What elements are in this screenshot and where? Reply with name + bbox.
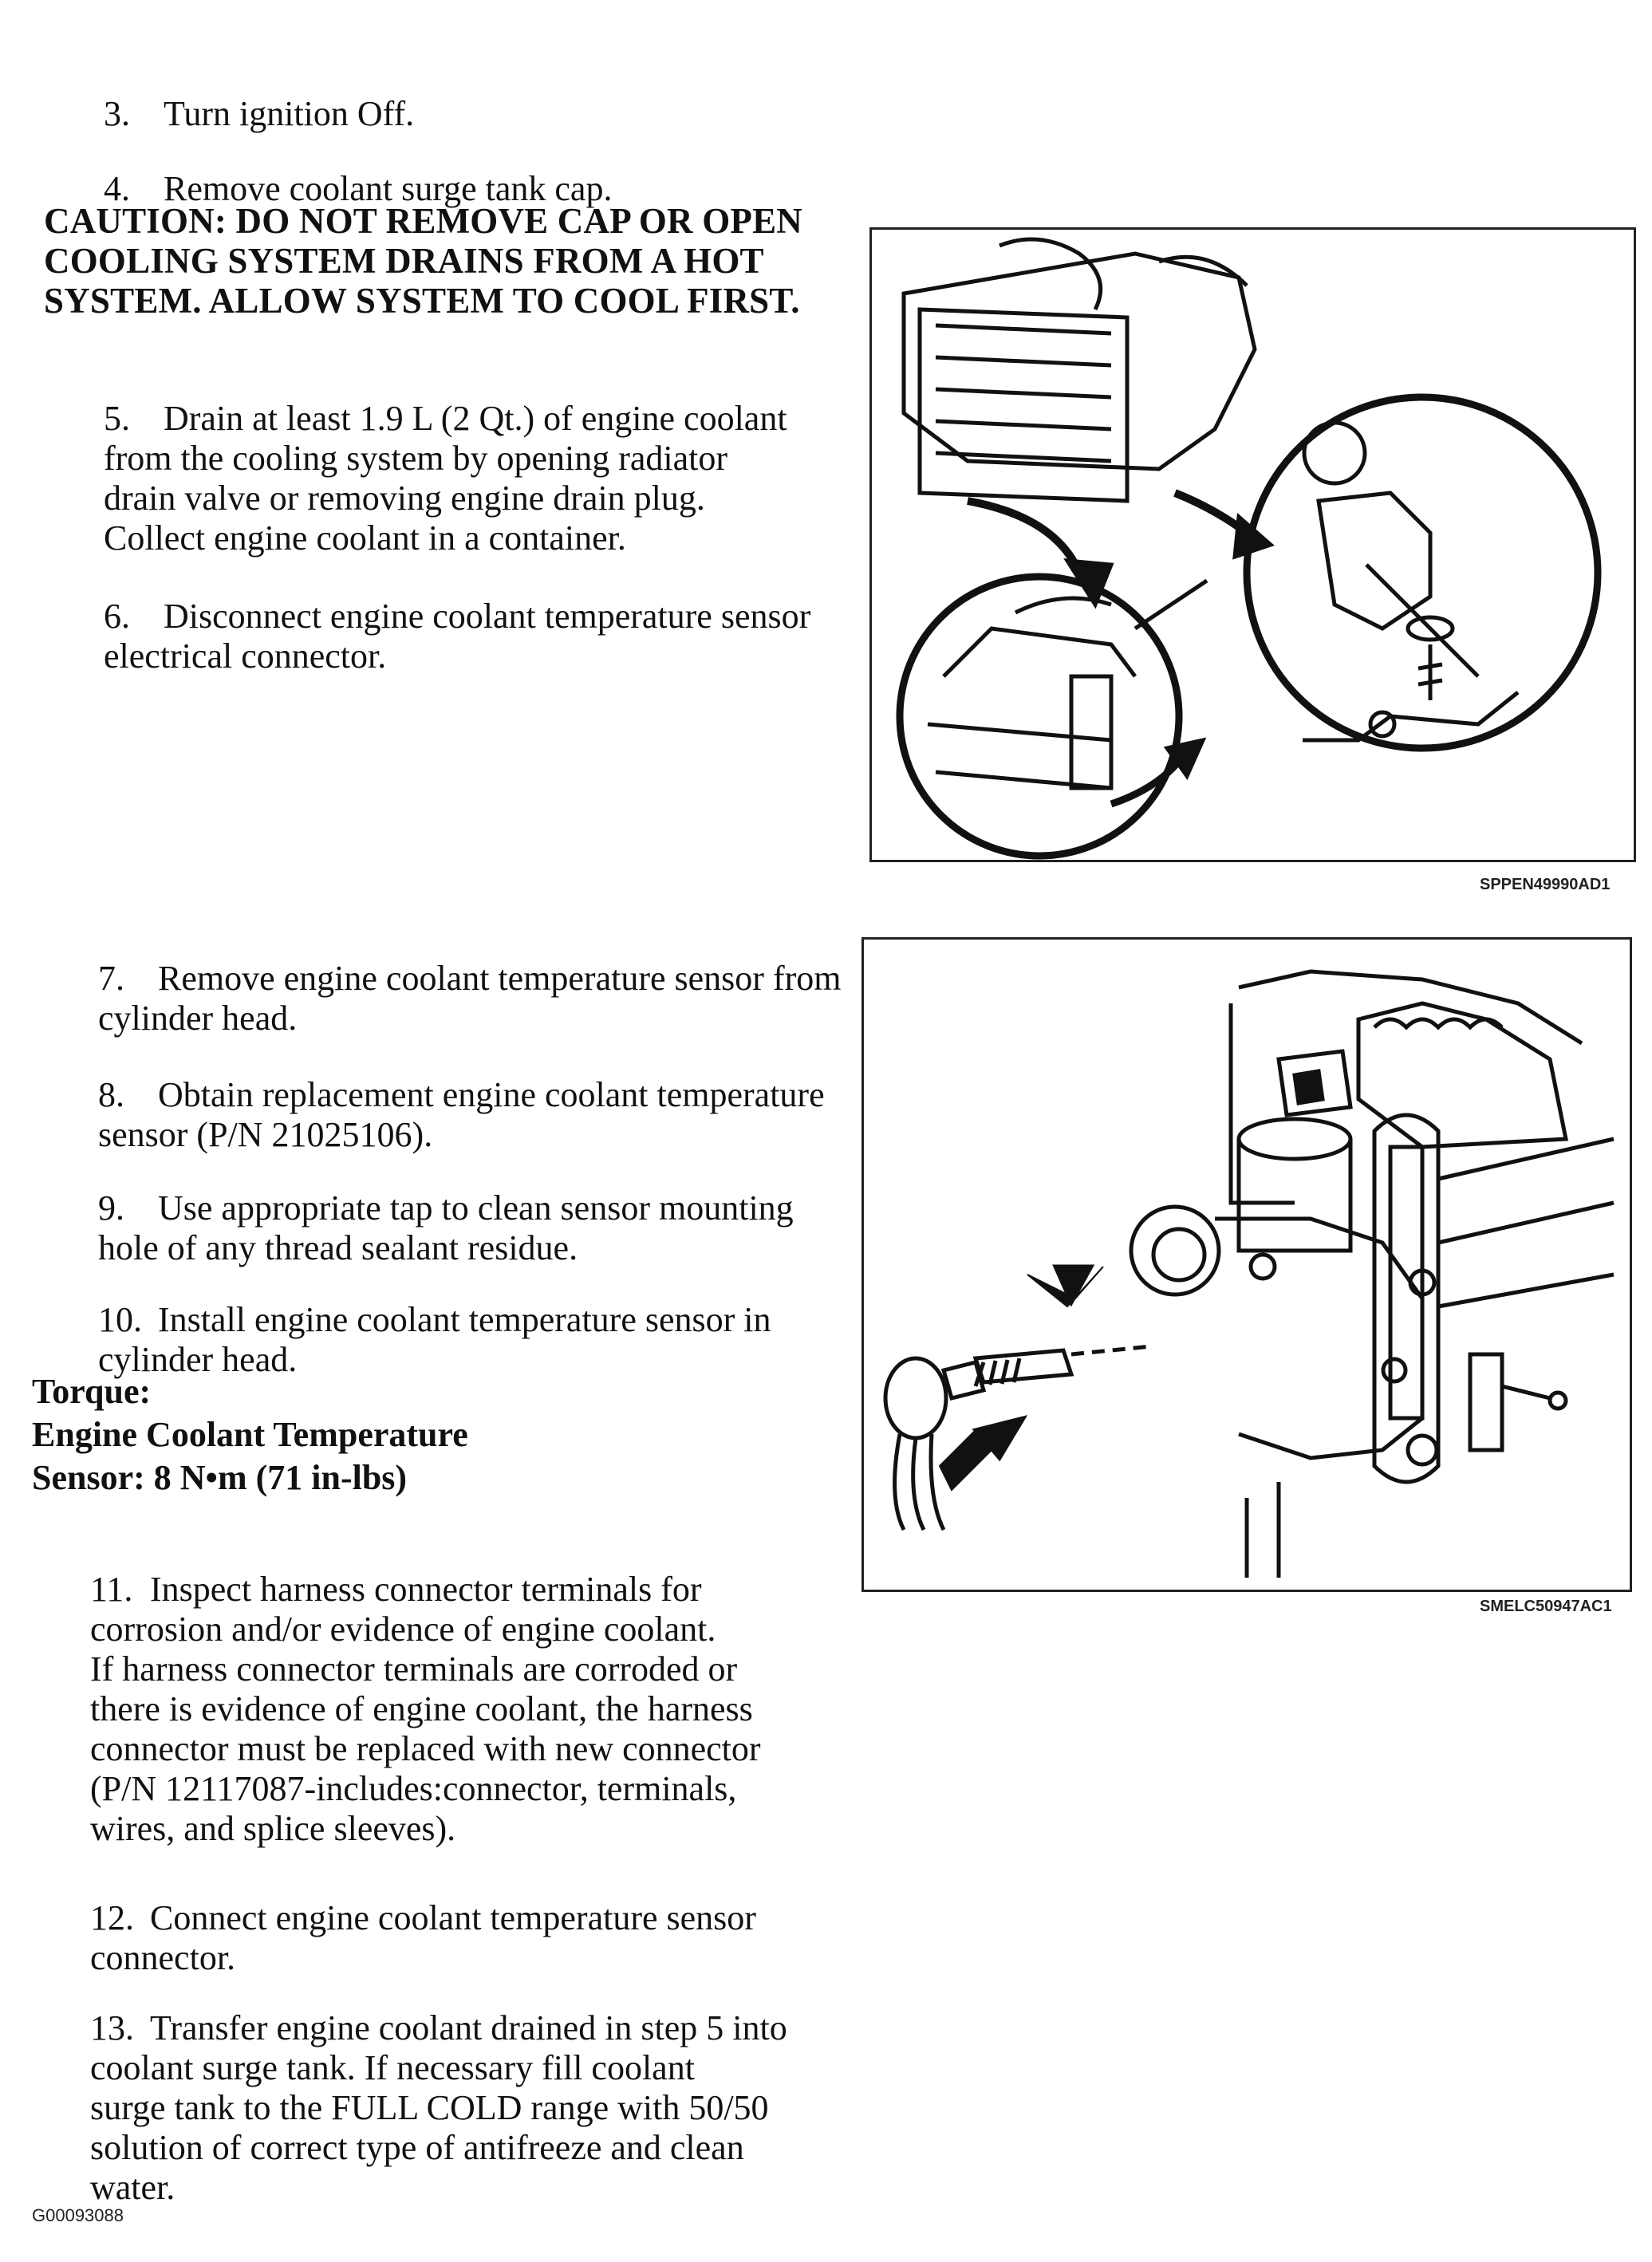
step-number: 4. [104, 169, 130, 208]
step-text: Use appropriate tap to clean sensor mounting hole of any thread sealant residue. [98, 1188, 794, 1267]
radiator-drain-illustration [872, 230, 1634, 860]
step-text: Remove engine coolant temperature sensor from cylinder head. [98, 959, 842, 1038]
step-text: Transfer engine coolant drained in step 5 into coolant surge tank. If necessary fill coolant surge tank to the FULL COLD range with 50/50 solution of correct type of antifreeze and clean water. [90, 2008, 787, 2207]
step-13 [30, 1968, 912, 2208]
step-11 [30, 1530, 912, 1849]
figure-2-code: SMELC50947AC1 [1480, 1598, 1612, 1615]
sensor-install-illustration [864, 940, 1630, 1590]
step-number: 13. [90, 2008, 134, 2047]
step-number: 12. [90, 1898, 134, 1937]
step-number: 5. [104, 399, 130, 438]
torque-spec [32, 1370, 468, 1499]
step-3 [44, 54, 869, 134]
step-text: Turn ignition Off. [164, 94, 415, 133]
figure-1-code: SPPEN49990AD1 [1480, 876, 1611, 893]
step-12 [30, 1858, 912, 1978]
step-number: 7. [98, 959, 124, 998]
step-text: Remove coolant surge tank cap. [164, 169, 613, 208]
step-8 [38, 1035, 920, 1155]
step-7 [38, 919, 920, 1038]
step-number: 8. [98, 1075, 124, 1114]
step-5 [44, 359, 917, 558]
step-number: 9. [98, 1188, 124, 1228]
step-text: Drain at least 1.9 L (2 Qt.) of engine coolant from the cooling system by opening radiator drain valve or removing engine drain plug. Collect engine coolant in a container. [104, 399, 787, 558]
page-code: G00093088 [32, 2205, 124, 2225]
step-6 [44, 557, 917, 676]
step-number: 10. [98, 1300, 142, 1339]
step-10 [38, 1260, 920, 1380]
torque-label: Torque: [32, 1372, 152, 1411]
step-number: 6. [104, 597, 130, 636]
torque-component: Engine Coolant Temperature [32, 1415, 468, 1454]
step-number: 3. [104, 94, 130, 133]
step-text: Install engine coolant temperature sensor in cylinder head. [98, 1300, 771, 1379]
step-9 [38, 1149, 920, 1268]
step-text: Connect engine coolant temperature sensor connector. [90, 1898, 756, 1977]
step-text: Disconnect engine coolant temperature sensor electrical connector. [104, 597, 811, 676]
figure-sensor-install [861, 937, 1632, 1592]
step-number: 11. [90, 1570, 133, 1609]
step-text: Inspect harness connector terminals for corrosion and/or evidence of engine coolant. If harness connector terminals are corroded or there is evidence of engine coolant, the harness connector must be replaced with new connector (P/N 12117087-includes:connector, terminals, wires, and splice sleeves). [90, 1570, 761, 1848]
step-4 [44, 129, 869, 209]
torque-value: Sensor: 8 N•m (71 in-lbs) [32, 1458, 408, 1497]
figure-radiator-drain [869, 227, 1636, 862]
step-text: Obtain replacement engine coolant temperature sensor (P/N 21025106). [98, 1075, 825, 1154]
caution-note: CAUTION: DO NOT REMOVE CAP OR OPEN COOLING SYSTEM DRAINS FROM A HOT SYSTEM. ALLOW SYSTEM TO COOL FIRST. [44, 201, 803, 321]
